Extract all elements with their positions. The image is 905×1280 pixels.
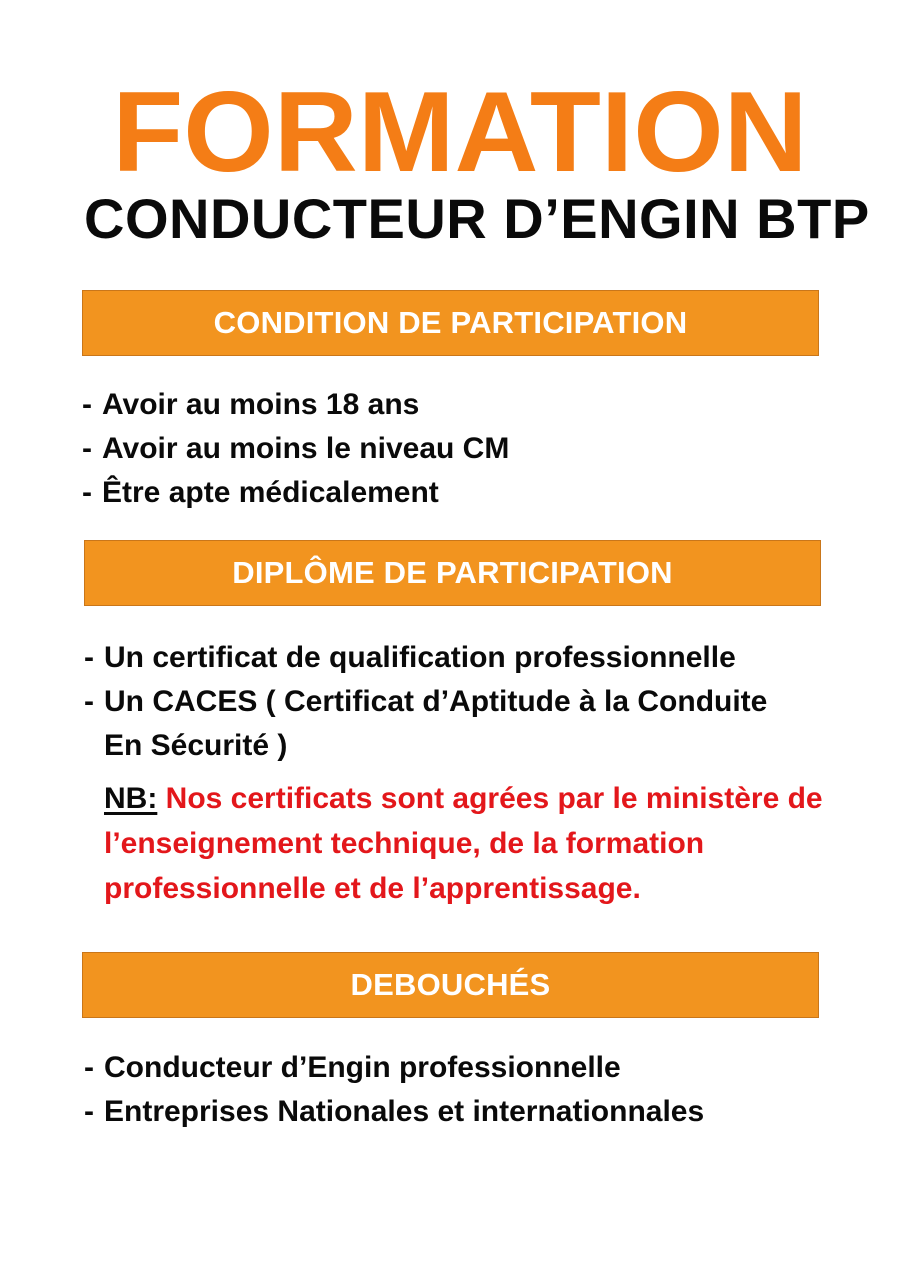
list-item	[84, 1046, 704, 1090]
list-item	[84, 636, 804, 680]
bullet-dash: -	[84, 1051, 94, 1084]
list-item-text: Un CACES ( Certificat d’Aptitude à la Conduite En Sécurité )	[104, 685, 768, 762]
list-item	[82, 383, 509, 427]
list-item-text: Avoir au moins le niveau CM	[102, 432, 510, 465]
page-subtitle: CONDUCTEUR D’ENGIN BTP	[84, 187, 870, 250]
note-text: Nos certificats sont agrées par le ministère de l’enseignement technique, de la formation professionnelle et de l’apprentissage.	[104, 782, 823, 905]
list-item	[82, 427, 509, 471]
bullet-dash: -	[82, 476, 92, 509]
bullet-dash: -	[84, 641, 94, 674]
bullet-dash: -	[84, 685, 94, 718]
section-heading-label: CONDITION DE PARTICIPATION	[213, 305, 688, 340]
conditions-list	[82, 383, 509, 515]
section-heading-label: DIPLÔME DE PARTICIPATION	[232, 555, 673, 590]
accreditation-note	[104, 776, 844, 911]
section-heading-diploma	[84, 540, 821, 606]
list-item	[84, 1090, 704, 1134]
section-heading-label: DEBOUCHÉS	[350, 967, 551, 1002]
list-item-text: Entreprises Nationales et internationnales	[104, 1095, 705, 1128]
bullet-dash: -	[82, 388, 92, 421]
list-item-text: Avoir au moins 18 ans	[102, 388, 420, 421]
list-item	[84, 680, 804, 768]
bullet-dash: -	[82, 432, 92, 465]
note-label: NB:	[104, 782, 158, 815]
list-item	[82, 471, 509, 515]
list-item-text: Un certificat de qualification professionnelle	[104, 641, 736, 674]
section-heading-conditions	[82, 290, 819, 356]
careers-list	[84, 1046, 704, 1134]
list-item-text: Conducteur d’Engin professionnelle	[104, 1051, 621, 1084]
list-item-text: Être apte médicalement	[102, 476, 439, 509]
page-title: FORMATION	[112, 69, 808, 196]
bullet-dash: -	[84, 1095, 94, 1128]
diploma-list	[84, 636, 804, 768]
section-heading-careers	[82, 952, 819, 1018]
